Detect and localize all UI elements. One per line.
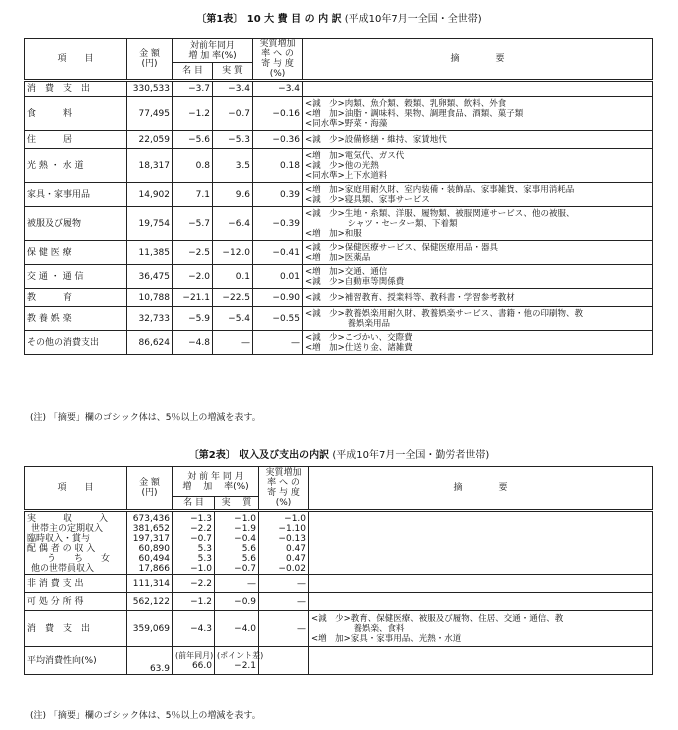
t2-h-contrib-2: 率 へ の <box>267 478 300 488</box>
row-summary <box>309 611 653 647</box>
t2-propensity-summary <box>309 647 653 675</box>
row-real: −6.4 <box>213 207 253 241</box>
table-row <box>25 97 653 131</box>
summary-line: <減 少>補習教育、授業料等、教科書・学習参考教材 <box>305 292 515 303</box>
row-summary <box>303 207 653 241</box>
row-contrib: −0.36 <box>253 131 303 149</box>
t2-h-item: 項 目 <box>25 467 127 511</box>
summary-line: <増 加>家具・家事用品、光熱・水道 <box>311 633 462 644</box>
t2-income-real-value: 5.6 <box>241 544 257 554</box>
row-nominal: −2.5 <box>173 241 213 265</box>
row-contrib: −0.55 <box>253 307 303 331</box>
t2-h-contrib-3: 寄 与 度 <box>267 488 300 498</box>
summary-line: <減 少>こづかい、交際費 <box>305 332 413 343</box>
t2-income-nominal-value: 5.3 <box>197 544 212 554</box>
table-row <box>25 149 653 183</box>
t2-income-real-value: −1.0 <box>234 514 257 524</box>
table-row <box>25 183 653 207</box>
row-item: 食 料 <box>25 97 127 131</box>
row-contrib: 0.39 <box>253 183 303 207</box>
t2-income-real <box>215 511 259 575</box>
t2-income-summary <box>309 511 653 575</box>
row-real: −0.7 <box>213 97 253 131</box>
row-item: 住 居 <box>25 131 127 149</box>
t2-income-row <box>25 511 653 575</box>
table1-body <box>25 81 653 355</box>
t2-income-contrib-value: −1.10 <box>278 524 307 534</box>
row-item: 教 養 娯 楽 <box>25 307 127 331</box>
row-summary <box>303 97 653 131</box>
t2-income-nominal-value: −1.0 <box>190 564 212 574</box>
t2-h-amount <box>127 467 173 511</box>
t2-income-amounts <box>127 511 173 575</box>
t1-h-yoy <box>173 39 253 63</box>
t2-h-contrib <box>259 467 309 511</box>
t2-income-contrib-value: −1.0 <box>284 514 307 524</box>
row-amount: 18,317 <box>127 149 173 183</box>
t2-income-nominal-value: −2.2 <box>190 524 212 534</box>
t1-h-real: 実 質 <box>213 63 253 81</box>
row-nominal: −2.0 <box>173 265 213 289</box>
t2-income-amount: 197,317 <box>132 534 170 544</box>
table-row <box>25 265 653 289</box>
table2 <box>24 466 653 675</box>
table1-caption <box>0 10 678 25</box>
row-real: — <box>215 575 259 593</box>
row-real: −4.0 <box>215 611 259 647</box>
row-summary <box>303 81 653 97</box>
table1 <box>24 38 653 355</box>
row-item: その他の消費支出 <box>25 331 127 355</box>
table-row <box>25 131 653 149</box>
row-contrib: −0.39 <box>253 207 303 241</box>
row-item: 被服及び履物 <box>25 207 127 241</box>
summary-line: <同水準>上下水道料 <box>305 170 388 181</box>
table-row <box>25 207 653 241</box>
table2-body <box>25 575 653 647</box>
row-summary <box>303 241 653 265</box>
row-contrib: — <box>253 331 303 355</box>
summary-line: <減 少>教養娯楽用耐久財、教養娯楽サービス、書籍・他の印刷物、教 <box>305 308 584 319</box>
t2-propensity-real-value: −2.1 <box>234 660 257 671</box>
summary-line: <増 加>医薬品 <box>305 252 371 263</box>
t2-income-real-value: 5.6 <box>241 554 257 564</box>
table1-subtitle: (平成10年7月一全国・全世帯) <box>344 14 482 25</box>
summary-line: <減 少>自動車等関係費 <box>305 276 405 287</box>
row-nominal: −21.1 <box>173 289 213 307</box>
row-amount: 11,385 <box>127 241 173 265</box>
table-row <box>25 611 653 647</box>
row-nominal: 7.1 <box>173 183 213 207</box>
t2-income-contrib <box>259 511 309 575</box>
t1-h-contrib-4: (%) <box>269 69 286 79</box>
t2-h-yoy <box>173 467 259 497</box>
row-nominal: 0.8 <box>173 149 213 183</box>
table2-caption <box>0 446 678 461</box>
t2-propensity-row <box>25 647 653 675</box>
t2-income-real-value: −0.4 <box>234 534 257 544</box>
summary-line: <増 加>油脂・調味料、果物、調理食品、酒類、菓子類 <box>305 108 524 119</box>
row-real: −12.0 <box>213 241 253 265</box>
t2-income-amount: 60,890 <box>138 544 170 554</box>
row-nominal: −5.7 <box>173 207 213 241</box>
table1-note: (注) 「摘要」欄のゴシック体は、5％以上の増減を表す。 <box>30 413 261 423</box>
summary-line: <増 加>交通、通信 <box>305 266 388 277</box>
t2-income-name: 配 偶 者 の 収 入 <box>27 544 96 554</box>
row-amount: 10,788 <box>127 289 173 307</box>
row-amount: 19,754 <box>127 207 173 241</box>
row-amount: 14,902 <box>127 183 173 207</box>
row-nominal: −1.2 <box>173 97 213 131</box>
t2-income-names <box>25 511 127 575</box>
row-item: 交 通 ・ 通 信 <box>25 265 127 289</box>
row-real: 9.6 <box>213 183 253 207</box>
t2-h-summary: 摘 要 <box>309 467 653 511</box>
table2-title: 〔第2表〕 収入及び支出の内訳 <box>188 450 330 461</box>
row-summary <box>309 575 653 593</box>
row-contrib: 0.01 <box>253 265 303 289</box>
summary-line: 養娯楽用品 <box>305 318 391 329</box>
row-real: — <box>213 331 253 355</box>
summary-line: <増 加>仕送り金、諸雑費 <box>305 342 413 353</box>
t2-income-nominal-value: −0.7 <box>190 534 212 544</box>
summary-line: <同水準>野菜・海藻 <box>305 118 388 129</box>
t1-h-amount-label: 金 額 <box>139 49 160 59</box>
row-item: 消 費 支 出 <box>25 81 127 97</box>
row-item: 可 処 分 所 得 <box>25 593 127 611</box>
t2-income-name: う ち 女 <box>47 554 111 564</box>
t2-propensity-real <box>215 647 264 675</box>
row-summary <box>303 307 653 331</box>
row-summary <box>303 265 653 289</box>
t2-income-nominal-value: −1.3 <box>190 514 212 524</box>
summary-line: <増 加>電気代、ガス代 <box>305 150 405 161</box>
t2-propensity-amount: 63.9 <box>127 647 173 675</box>
row-amount: 86,624 <box>127 331 173 355</box>
summary-line: <減 少>寝具類、家事サービス <box>305 194 430 205</box>
t1-h-summary: 摘 要 <box>303 39 653 81</box>
t1-h-amount <box>127 39 173 81</box>
summary-line: <増 加>家庭用耐久財、室内装備・装飾品、家事雑貨、家事用消耗品 <box>305 184 575 195</box>
row-summary <box>303 183 653 207</box>
table-row <box>25 307 653 331</box>
t2-propensity-nominal <box>173 647 215 675</box>
t2-propensity-name: 平均消費性向(%) <box>25 647 127 675</box>
table-row <box>25 593 653 611</box>
row-nominal: −2.2 <box>173 575 215 593</box>
row-real: 0.1 <box>213 265 253 289</box>
row-nominal: −1.2 <box>173 593 215 611</box>
t2-h-yoy-1: 対 前 年 同 月 <box>187 471 244 482</box>
row-amount: 562,122 <box>127 593 173 611</box>
row-nominal: −3.7 <box>173 81 213 97</box>
row-item: 保 健 医 療 <box>25 241 127 265</box>
row-real: −0.9 <box>215 593 259 611</box>
row-amount: 359,069 <box>127 611 173 647</box>
row-nominal: −5.9 <box>173 307 213 331</box>
t2-income-contrib-value: 0.47 <box>285 554 307 564</box>
row-summary <box>309 593 653 611</box>
t2-income-contrib-value: 0.47 <box>285 544 307 554</box>
row-real: −3.4 <box>213 81 253 97</box>
table-row <box>25 241 653 265</box>
t2-income-name: 実 収 入 <box>27 514 109 524</box>
t1-h-nominal: 名 目 <box>173 63 213 81</box>
t2-propensity-nominal-value: 66.0 <box>191 660 212 671</box>
t2-income-nominal-value: 5.3 <box>197 554 212 564</box>
row-contrib: −3.4 <box>253 81 303 97</box>
summary-line: <減 少>教育、保健医療、被服及び履物、住居、交通・通信、教 <box>311 613 564 624</box>
row-amount: 36,475 <box>127 265 173 289</box>
t1-h-contrib-2: 率 へ の <box>261 49 294 59</box>
summary-line: <減 少>他の光熱 <box>305 160 379 171</box>
row-real: −5.3 <box>213 131 253 149</box>
t1-h-yoy-2: 増 加 率(%) <box>188 50 237 61</box>
t2-income-contrib-value: −0.02 <box>278 564 307 574</box>
table-row <box>25 289 653 307</box>
row-item: 消 費 支 出 <box>25 611 127 647</box>
t2-h-yoy-2: 増 加 率(%) <box>182 481 249 492</box>
table-row <box>25 331 653 355</box>
row-contrib: 0.18 <box>253 149 303 183</box>
t1-h-item: 項 目 <box>25 39 127 81</box>
t1-h-contrib <box>253 39 303 81</box>
t2-propensity-nominal-note: (前年同月) <box>175 650 214 660</box>
table-row <box>25 81 653 97</box>
summary-line: <減 少>肉類、魚介類、穀類、乳卵類、飲料、外食 <box>305 98 507 109</box>
summary-line: <減 少>設備修繕・維持、家賃地代 <box>305 134 447 145</box>
t2-income-real-value: −1.9 <box>234 524 257 534</box>
row-summary <box>303 149 653 183</box>
summary-line: <減 少>生地・糸類、洋服、履物類、被服関連サービス、他の被服、 <box>305 208 575 219</box>
summary-line: <増 加>和服 <box>305 228 362 239</box>
table-row <box>25 575 653 593</box>
row-item: 家具・家事用品 <box>25 183 127 207</box>
row-real: −22.5 <box>213 289 253 307</box>
row-summary <box>303 131 653 149</box>
row-amount: 330,533 <box>127 81 173 97</box>
t2-income-nominal <box>173 511 215 575</box>
row-contrib: — <box>259 611 309 647</box>
row-real: 3.5 <box>213 149 253 183</box>
t1-h-yoy-1: 対前年同月 <box>190 40 236 51</box>
row-contrib: — <box>259 593 309 611</box>
table2-subtitle: (平成10年7月一全国・勤労者世帯) <box>332 450 490 461</box>
row-item: 光 熱 ・ 水 道 <box>25 149 127 183</box>
t2-h-amount-label: 金 額 <box>139 478 160 488</box>
t2-income-real-value: −0.7 <box>234 564 257 574</box>
t2-income-name: 他の世帯員収入 <box>31 564 95 574</box>
summary-line: <減 少>保健医療サービス、保健医療用品・器具 <box>305 242 499 253</box>
table1-title: 〔第1表〕 10 大 費 目 の 内 訳 <box>196 14 342 25</box>
row-real: −5.4 <box>213 307 253 331</box>
t2-propensity-contrib <box>259 647 309 675</box>
t1-h-contrib-3: 寄 与 度 <box>261 59 294 69</box>
t2-h-real: 実 質 <box>215 497 259 511</box>
row-summary <box>303 331 653 355</box>
row-contrib: −0.41 <box>253 241 303 265</box>
row-nominal: −5.6 <box>173 131 213 149</box>
t2-income-name: 臨時収入・賞与 <box>27 534 91 544</box>
t2-propensity-real-note: (ポイント差) <box>217 650 264 660</box>
row-contrib: −0.90 <box>253 289 303 307</box>
summary-line: シャツ・セーター類、下着類 <box>305 218 458 229</box>
row-nominal: −4.8 <box>173 331 213 355</box>
t1-h-amount-unit: (円) <box>141 59 158 69</box>
t2-income-amount: 673,436 <box>132 514 170 524</box>
row-summary <box>303 289 653 307</box>
row-item: 教 育 <box>25 289 127 307</box>
t1-h-contrib-1: 実質増加 <box>259 39 296 49</box>
t2-income-name: 世帯主の定期収入 <box>31 524 104 534</box>
row-contrib: −0.16 <box>253 97 303 131</box>
t2-income-amount: 381,652 <box>132 524 170 534</box>
row-amount: 77,495 <box>127 97 173 131</box>
t2-h-contrib-1: 実質増加 <box>265 468 302 478</box>
row-amount: 22,059 <box>127 131 173 149</box>
t2-h-nominal: 名 目 <box>173 497 215 511</box>
row-amount: 111,314 <box>127 575 173 593</box>
t2-income-amount: 17,866 <box>138 564 170 574</box>
row-amount: 32,733 <box>127 307 173 331</box>
t2-h-amount-unit: (円) <box>141 488 158 498</box>
table2-note: (注) 「摘要」欄のゴシック体は、5％以上の増減を表す。 <box>30 711 261 721</box>
row-item: 非 消 費 支 出 <box>25 575 127 593</box>
row-nominal: −4.3 <box>173 611 215 647</box>
t2-income-contrib-value: −0.13 <box>278 534 307 544</box>
t2-income-amount: 60,494 <box>138 554 170 564</box>
row-contrib: — <box>259 575 309 593</box>
summary-line: 養娯楽、食料 <box>311 623 405 634</box>
t2-h-contrib-4: (%) <box>275 498 292 508</box>
